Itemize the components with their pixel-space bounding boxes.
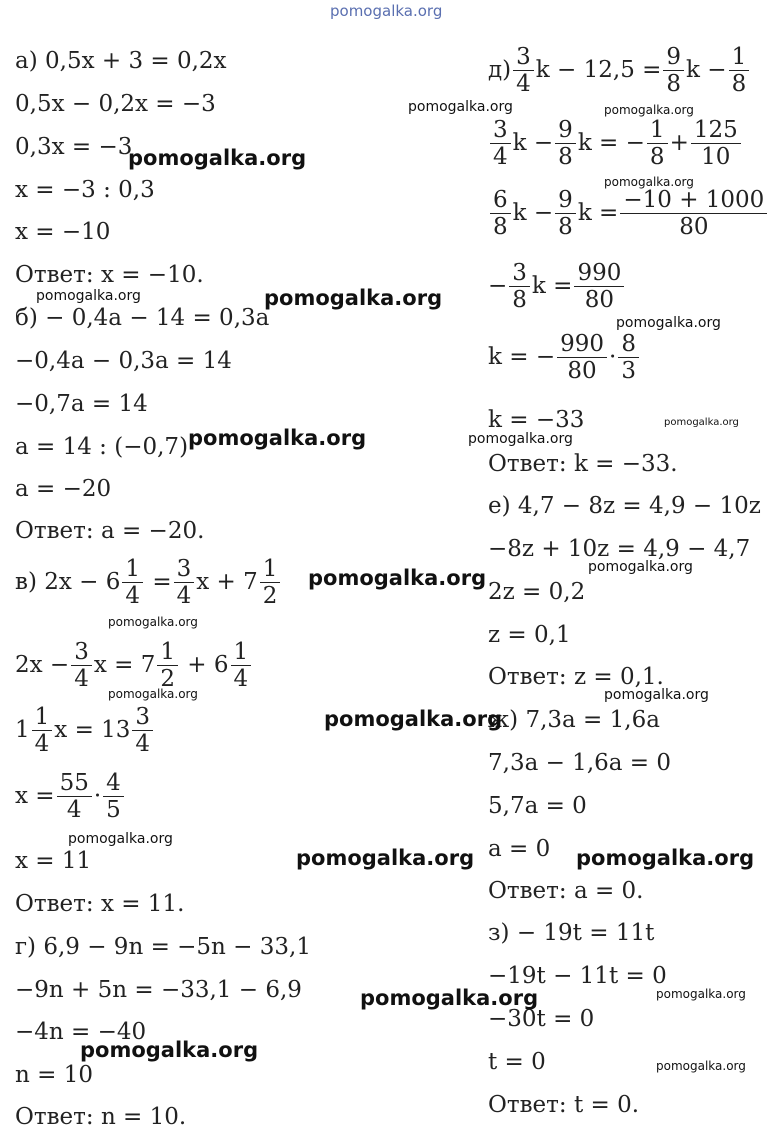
- text: x = 7: [93, 652, 156, 678]
- denominator: 4: [135, 731, 151, 757]
- watermark: pomogalka.org: [604, 687, 709, 703]
- eq-g-line-2: −9n + 5n = −33,1 − 6,9: [15, 977, 302, 1003]
- eq-zh-line-2: 7,3a − 1,6a = 0: [488, 750, 672, 776]
- watermark: pomogalka.org: [308, 566, 487, 590]
- fraction: [691, 119, 741, 169]
- watermark: pomogalka.org: [664, 417, 739, 428]
- eq-a-line-4: x = −3 : 0,3: [15, 177, 155, 203]
- watermark: pomogalka.org: [588, 559, 693, 575]
- fraction: [618, 333, 639, 383]
- answer-label: Ответ:: [488, 1092, 567, 1118]
- eq-a-line-1: а) 0,5x + 3 = 0,2x: [15, 48, 227, 74]
- watermark: pomogalka.org: [656, 1059, 746, 1073]
- fraction: [490, 189, 511, 239]
- answer-label: Ответ:: [488, 878, 567, 904]
- numerator: 1: [32, 706, 53, 731]
- answer-value: x = 11.: [100, 891, 185, 917]
- fraction: [555, 189, 576, 239]
- answer-value: t = 0.: [573, 1092, 640, 1118]
- numerator: 3: [513, 46, 534, 71]
- watermark: pomogalka.org: [108, 615, 198, 629]
- text: x =: [15, 783, 55, 809]
- answer-label: Ответ:: [15, 518, 94, 544]
- eq-e-line-2: −8z + 10z = 4,9 − 4,7: [488, 536, 751, 562]
- numerator: 4: [103, 772, 124, 797]
- answer-label: Ответ:: [15, 262, 94, 288]
- fraction: [574, 262, 624, 312]
- numerator: 1: [157, 641, 178, 666]
- text: k −: [512, 130, 554, 156]
- eq-g-line-4: n = 10: [15, 1062, 93, 1088]
- eq-a-line-5: x = −10: [15, 219, 111, 245]
- eq-g-answer: [15, 1106, 186, 1129]
- answer-value: k = −33.: [573, 451, 678, 477]
- eq-v-line-5: x = 11: [15, 848, 92, 874]
- text: =: [152, 569, 172, 595]
- eq-v-line-2: [15, 641, 253, 691]
- watermark: pomogalka.org: [468, 431, 573, 447]
- denominator: 8: [731, 71, 747, 97]
- answer-label: Ответ:: [488, 664, 567, 690]
- watermark: pomogalka.org: [108, 687, 198, 701]
- eq-z-answer: [488, 1094, 639, 1117]
- site-header: pomogalka.org: [330, 2, 443, 20]
- denominator: 4: [74, 666, 89, 692]
- fraction: [32, 706, 53, 756]
- watermark: pomogalka.org: [576, 846, 755, 870]
- answer-value: x = −10.: [100, 262, 204, 288]
- fraction: [729, 46, 750, 96]
- eq-d-line-1: [488, 46, 751, 96]
- eq-v-answer: [15, 893, 184, 916]
- fraction: [132, 706, 153, 756]
- eq-d-answer: [488, 453, 678, 476]
- text: x = 13: [54, 717, 131, 743]
- fraction: [555, 119, 576, 169]
- watermark: pomogalka.org: [360, 986, 539, 1010]
- eq-b-line-1: б) − 0,4a − 14 = 0,3a: [15, 305, 270, 331]
- text: k − 12,5 =: [535, 57, 662, 83]
- text: 2x −: [15, 652, 70, 678]
- eq-a-line-2: 0,5x − 0,2x = −3: [15, 91, 216, 117]
- watermark: pomogalka.org: [36, 288, 141, 304]
- eq-e-line-1: е) 4,7 − 8z = 4,9 − 10z: [488, 493, 761, 519]
- answer-value: n = 10.: [100, 1104, 187, 1130]
- eq-z-line-2: −19t − 11t = 0: [488, 963, 667, 989]
- eq-e-answer: [488, 666, 664, 689]
- fraction: [647, 119, 668, 169]
- numerator: 3: [509, 262, 530, 287]
- fraction: [663, 46, 684, 96]
- answer-value: a = −20.: [100, 518, 205, 544]
- denominator: 80: [567, 358, 597, 384]
- text: k =: [531, 273, 573, 299]
- denominator: 4: [233, 666, 249, 692]
- denominator: 5: [106, 797, 121, 823]
- eq-b-line-5: a = −20: [15, 476, 112, 502]
- denominator: 8: [493, 214, 508, 240]
- text: k −: [512, 200, 554, 226]
- watermark: pomogalka.org: [616, 315, 721, 331]
- numerator: 6: [490, 189, 511, 214]
- fraction: [157, 641, 178, 691]
- eq-z-line-1: з) − 19t = 11t: [488, 920, 655, 946]
- numerator: 1: [231, 641, 252, 666]
- denominator: 8: [649, 144, 665, 170]
- watermark: pomogalka.org: [604, 175, 694, 189]
- denominator: 8: [512, 287, 527, 313]
- fraction: [103, 772, 124, 822]
- denominator: 3: [621, 358, 636, 384]
- fraction: [122, 558, 143, 608]
- eq-a-line-3: 0,3x = −3: [15, 134, 133, 160]
- eq-b-line-2: −0,4a − 0,3a = 14: [15, 348, 232, 374]
- numerator: 125: [691, 119, 741, 144]
- watermark: pomogalka.org: [656, 987, 746, 1001]
- numerator: −10 + 1000: [620, 189, 767, 214]
- denominator: 80: [584, 287, 615, 313]
- numerator: 990: [574, 262, 624, 287]
- text: k −: [686, 57, 727, 83]
- watermark: pomogalka.org: [604, 103, 694, 117]
- answer-value: a = 0.: [573, 878, 644, 904]
- text: +: [669, 130, 689, 156]
- eq-b-answer: [15, 520, 204, 543]
- denominator: 8: [558, 144, 573, 170]
- text: + 6: [187, 652, 229, 678]
- denominator: 10: [701, 144, 731, 170]
- answer-label: Ответ:: [488, 451, 567, 477]
- fraction: [509, 262, 530, 312]
- fraction: [260, 558, 281, 608]
- answer-label: Ответ:: [15, 891, 94, 917]
- denominator: 8: [558, 214, 573, 240]
- numerator: 1: [647, 119, 668, 144]
- numerator: 3: [132, 706, 153, 731]
- numerator: 9: [555, 189, 576, 214]
- eq-zh-line-3: 5,7a = 0: [488, 793, 587, 819]
- numerator: 3: [71, 641, 92, 666]
- answer-value: z = 0,1.: [573, 664, 664, 690]
- text: д): [488, 57, 512, 83]
- watermark: pomogalka.org: [296, 846, 475, 870]
- eq-d-line-5: [488, 333, 641, 383]
- numerator: 3: [174, 558, 195, 583]
- numerator: 55: [57, 772, 92, 797]
- eq-zh-answer: [488, 880, 644, 903]
- watermark: pomogalka.org: [264, 286, 443, 310]
- eq-a-answer: [15, 264, 204, 287]
- denominator: 8: [666, 71, 682, 97]
- denominator: 4: [34, 731, 50, 757]
- text: ·: [609, 344, 617, 370]
- eq-g-line-1: г) 6,9 − 9n = −5n − 33,1: [15, 934, 311, 960]
- denominator: 80: [679, 214, 709, 240]
- fraction: [57, 772, 92, 822]
- text: k =: [577, 200, 619, 226]
- eq-v-line-1: [15, 558, 282, 608]
- fraction: [490, 119, 511, 169]
- eq-v-line-4: [15, 772, 126, 822]
- eq-g-line-3: −4n = −40: [15, 1019, 147, 1045]
- numerator: 990: [557, 333, 607, 358]
- watermark: pomogalka.org: [68, 831, 173, 847]
- text: ·: [93, 783, 102, 809]
- eq-zh-line-1: ж) 7,3a = 1,6a: [488, 707, 660, 733]
- numerator: 8: [618, 333, 639, 358]
- eq-v-line-3: [15, 706, 155, 756]
- text: k = −: [577, 130, 645, 156]
- watermark: pomogalka.org: [188, 426, 367, 450]
- numerator: 1: [729, 46, 750, 71]
- eq-d-line-6: k = −33: [488, 407, 585, 433]
- watermark: pomogalka.org: [80, 1038, 259, 1062]
- text: k = −: [488, 344, 556, 370]
- watermark: pomogalka.org: [324, 707, 503, 731]
- numerator: 3: [490, 119, 511, 144]
- fraction: [620, 189, 767, 239]
- denominator: 4: [66, 797, 82, 823]
- text: −: [488, 273, 508, 299]
- eq-b-line-3: −0,7a = 14: [15, 391, 148, 417]
- eq-d-line-2: [488, 119, 743, 169]
- fraction: [231, 641, 252, 691]
- denominator: 2: [160, 666, 175, 692]
- denominator: 4: [125, 583, 141, 609]
- eq-z-line-4: t = 0: [488, 1049, 546, 1075]
- fraction: [513, 46, 534, 96]
- watermark: pomogalka.org: [128, 146, 307, 170]
- text: 1: [15, 717, 30, 743]
- eq-d-line-3: [488, 189, 769, 239]
- fraction: [174, 558, 195, 608]
- denominator: 4: [493, 144, 508, 170]
- numerator: 1: [122, 558, 143, 583]
- eq-zh-line-4: a = 0: [488, 836, 551, 862]
- denominator: 4: [176, 583, 192, 609]
- answer-label: Ответ:: [15, 1104, 94, 1130]
- numerator: 9: [663, 46, 684, 71]
- watermark: pomogalka.org: [408, 99, 513, 115]
- text: x + 7: [196, 569, 258, 595]
- eq-d-line-4: [488, 262, 626, 312]
- denominator: 2: [262, 583, 278, 609]
- eq-e-line-4: z = 0,1: [488, 622, 571, 648]
- eq-e-line-3: 2z = 0,2: [488, 579, 586, 605]
- eq-z-line-3: −30t = 0: [488, 1006, 595, 1032]
- eq-b-line-4: a = 14 : (−0,7): [15, 434, 189, 460]
- denominator: 4: [516, 71, 531, 97]
- text: в) 2x − 6: [15, 569, 121, 595]
- fraction: [71, 641, 92, 691]
- numerator: 1: [260, 558, 281, 583]
- numerator: 9: [555, 119, 576, 144]
- fraction: [557, 333, 607, 383]
